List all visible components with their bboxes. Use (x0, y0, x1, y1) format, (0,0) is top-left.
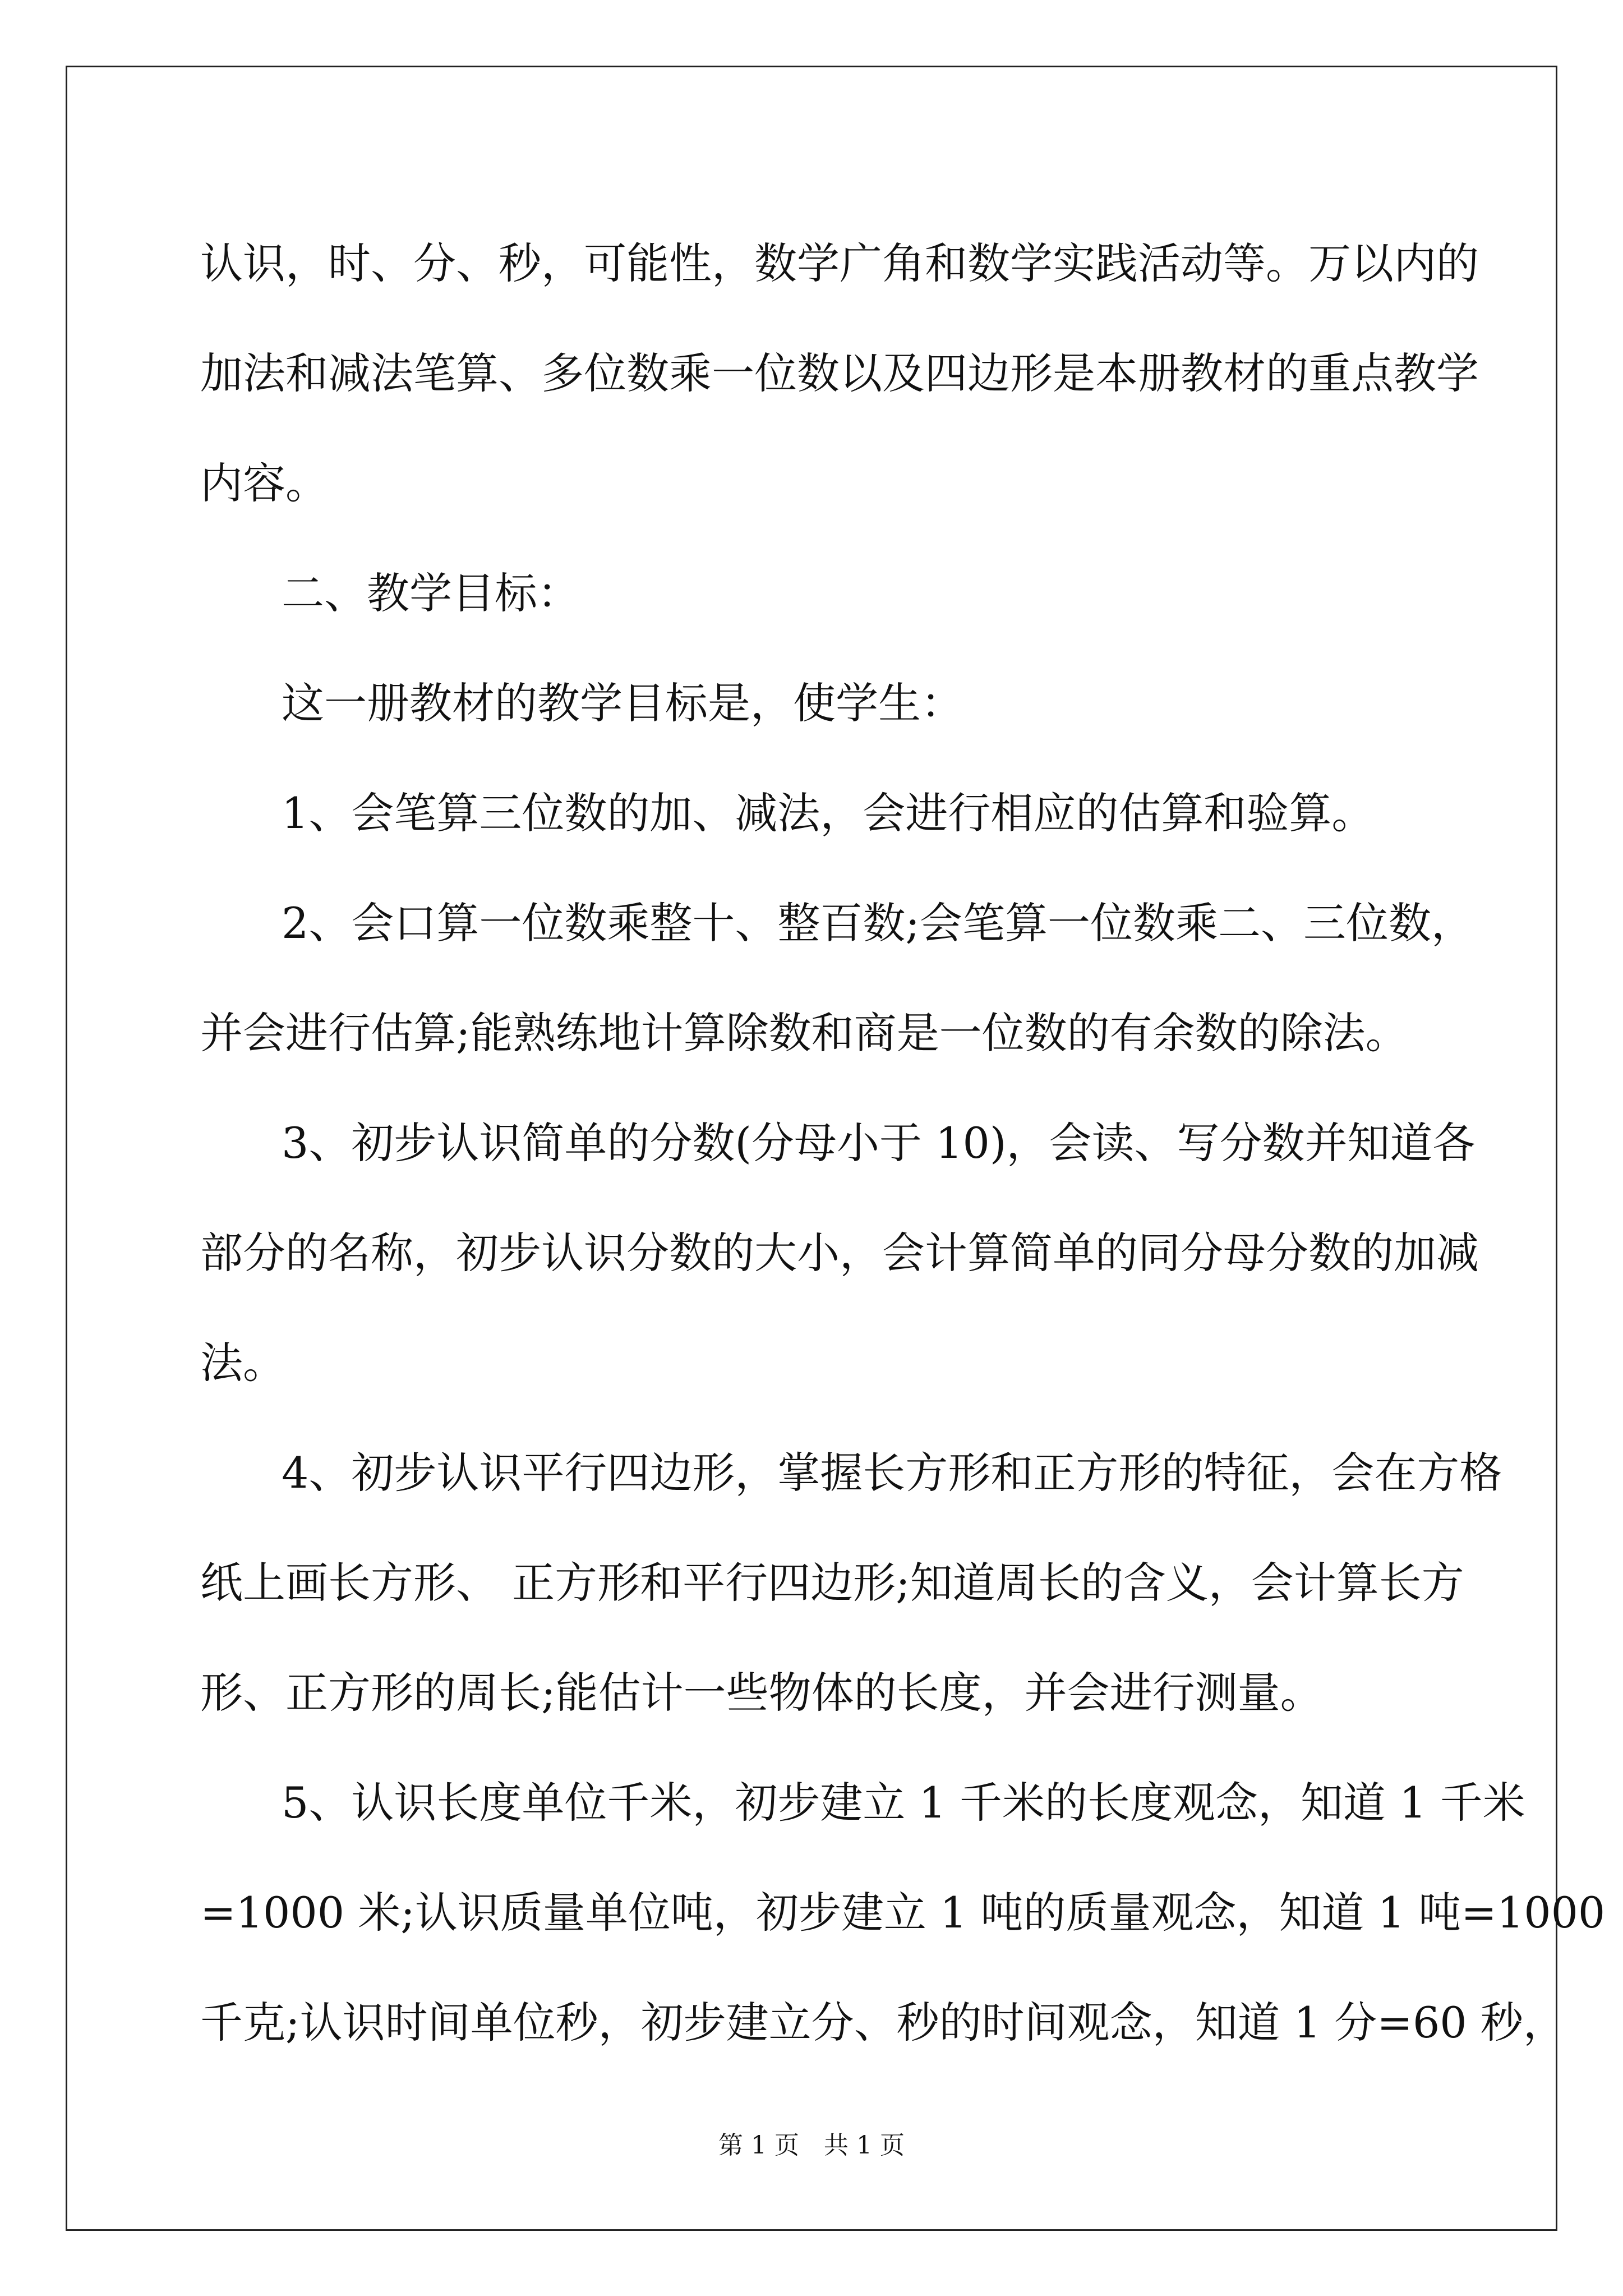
text-line-13: 纸上画长方形、 正方形和平行四边形;知道周长的含义，会计算长方 (200, 1558, 1464, 1608)
goal-item-2: 2、会口算一位数乘整十、整百数;会笔算一位数乘二、三位数， (282, 898, 1474, 948)
text-line-8: 并会进行估算;能熟练地计算除数和商是一位数的有余数的除法。 (200, 1008, 1408, 1058)
document-body (200, 209, 1606, 2078)
section-heading-teaching-goals: 二、教学目标： (282, 568, 580, 618)
page-number-label: 第 1 页 共 1 页 (718, 2131, 905, 2160)
goal-item-4: 4、初步认识平行四边形，掌握长方形和正方形的特征，会在方格 (282, 1448, 1502, 1498)
text-line-11: 法。 (200, 1338, 285, 1388)
goal-item-1: 1、会笔算三位数的加、减法，会进行相应的估算和验算。 (282, 788, 1375, 838)
text-line-14: 形、正方形的周长;能估计一些物体的长度，并会进行测量。 (200, 1668, 1323, 1718)
text-line-2: 加法和减法笔算、多位数乘一位数以及四边形是本册教材的重点教学 (200, 348, 1479, 398)
goal-item-3: 3、初步认识简单的分数(分母小于 10)，会读、写分数并知道各 (282, 1118, 1476, 1168)
text-line-3: 内容。 (200, 458, 328, 508)
text-line-17: 千克;认识时间单位秒，初步建立分、秒的时间观念，知道 1 分=60 秒， (200, 1998, 1566, 2047)
text-line-16: =1000 米;认识质量单位吨，初步建立 1 吨的质量观念，知道 1 吨=1000 (200, 1888, 1606, 1938)
text-line-5: 这一册教材的教学目标是，使学生： (282, 678, 963, 728)
page-footer (0, 2129, 1623, 2162)
text-line-1: 认识，时、分、秒，可能性，数学广角和数学实践活动等。万以内的 (200, 238, 1479, 288)
goal-item-5: 5、认识长度单位千米，初步建立 1 千米的长度观念，知道 1 千米 (282, 1778, 1525, 1828)
text-line-10: 部分的名称，初步认识分数的大小，会计算简单的同分母分数的加减 (200, 1228, 1479, 1278)
